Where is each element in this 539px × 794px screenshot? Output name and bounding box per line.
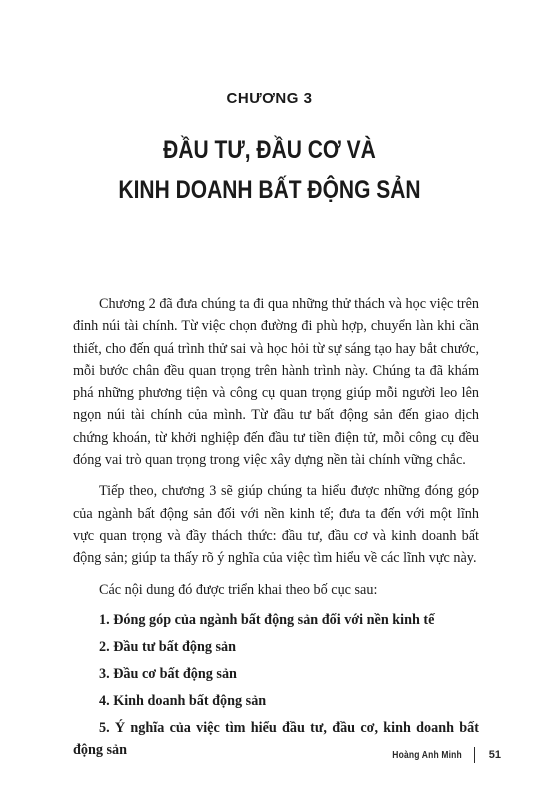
outline-item-4: 4. Kinh doanh bất động sản [99,692,267,709]
chapter-title-line-2: KINH DOANH BẤT ĐỘNG SẢN [118,176,421,204]
footer-divider [474,747,475,763]
outline-item-5: 5. Ý nghĩa của việc tìm hiểu đầu tư, đầu cơ, kinh doanh bất động sản [73,719,479,758]
intro-paragraph-2: Tiếp theo, chương 3 sẽ giúp chúng ta hiểu được những đóng góp của ngành bất động sản đối với nền kinh tế; đưa ta đến với một lĩnh vực quan trọng và đầy thách thức: đầu tư, đầu cơ và kinh doanh bất động sản; giúp ta thấy rõ ý nghĩa của việc tìm hiểu về các lĩnh vực này. [73,483,479,567]
intro-paragraph-1: Chương 2 đã đưa chúng ta đi qua những thử thách và học việc trên đỉnh núi tài chính. Từ việc chọn đường đi phù hợp, chuyển làn khi cần thiết, cho đến quá trình thử sai và học hỏi từ sự sáng tạo hay bắt chước, mỗi bước chân đều quan trọng trên hành trình này. Chúng ta đã khám phá những phương tiện và công cụ quan trọng giúp mỗi người leo lên ngọn núi tài chính của mình. Từ đầu tư bất động sản đến giao dịch chứng khoán, từ khởi nghiệp đến đầu tư tiền điện tử, mỗi công cụ đều đóng vai trò quan trọng trong việc xây dựng nền tài chính vững chắc. [73,296,479,469]
chapter-label: CHƯƠNG 3 [226,90,313,107]
chapter-title [43,130,496,210]
outline-intro: Các nội dung đó được triển khai theo bố cục sau: [99,581,378,598]
footer-author: Hoàng Anh Minh [392,749,462,761]
outline-item-3: 3. Đầu cơ bất động sản [99,665,237,682]
chapter-body [73,293,479,766]
chapter-outline [73,609,479,761]
page-footer [380,747,501,763]
page-number: 51 [488,749,501,761]
outline-item-2: 2. Đầu tư bất động sản [99,638,237,655]
outline-item-1: 1. Đóng góp của ngành bất động sản đối với nền kinh tế [99,611,435,628]
chapter-title-line-1: ĐẦU TƯ, ĐẦU CƠ VÀ [163,136,376,164]
